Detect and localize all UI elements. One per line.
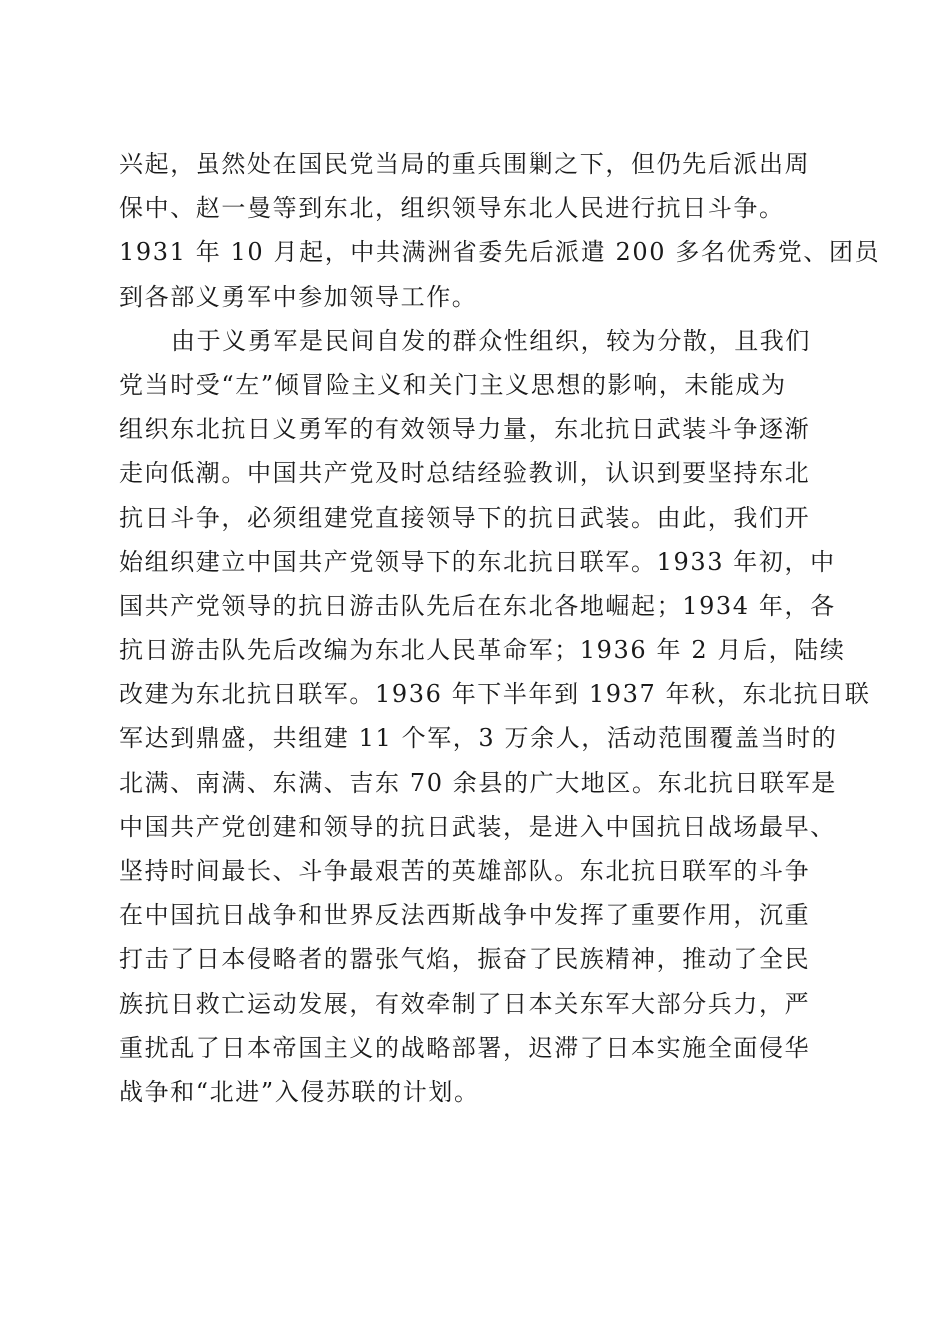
text-line: 在中国抗日战争和世界反法西斯战争中发挥了重要作用，沉重 — [119, 901, 811, 930]
text-line: 保中、赵一曼等到东北，组织领导东北人民进行抗日斗争。 — [119, 194, 785, 223]
text-line: 党当时受“左”倾冒险主义和关门主义思想的影响，未能成为 — [119, 370, 787, 399]
text-line: 军达到鼎盛，共组建 11 个军，3 万余人，活动范围覆盖当时的 — [119, 724, 838, 753]
text-line: 到各部义勇军中参加领导工作。 — [119, 282, 478, 311]
text-line: 坚持时间最长、斗争最艰苦的英雄部队。东北抗日联军的斗争 — [119, 857, 811, 885]
text-line: 重扰乱了日本帝国主义的战略部署，迟滞了日本实施全面侵华 — [119, 1033, 811, 1062]
text-line: 打击了日本侵略者的嚣张气焰，振奋了民族精神，推动了全民 — [119, 945, 811, 974]
text-line: 兴起，虽然处在国民党当局的重兵围剿之下，但仍先后派出周 — [119, 150, 811, 178]
text-line: 抗日斗争，必须组建党直接领导下的抗日武装。由此，我们开 — [119, 503, 811, 532]
paragraph-2 — [119, 319, 871, 1114]
text-line: 族抗日救亡运动发展，有效牵制了日本关东军大部分兵力，严 — [119, 989, 811, 1018]
text-line: 抗日游击队先后改编为东北人民革命军；1936 年 2 月后，陆续 — [119, 636, 846, 665]
text-line: 改建为东北抗日联军。1936 年下半年到 1937 年秋，东北抗日联 — [119, 680, 871, 709]
paragraph-1 — [119, 142, 881, 319]
text-line: 北满、南满、东满、吉东 70 余县的广大地区。东北抗日联军是 — [119, 768, 837, 797]
body-text — [119, 142, 881, 1114]
text-line: 由于义勇军是民间自发的群众性组织，较为分散，且我们 — [171, 326, 811, 355]
text-line: 国共产党领导的抗日游击队先后在东北各地崛起；1934 年，各 — [119, 591, 836, 620]
text-line: 始组织建立中国共产党领导下的东北抗日联军。1933 年初，中 — [119, 547, 836, 576]
text-line: 组织东北抗日义勇军的有效领导力量，东北抗日武装斗争逐渐 — [119, 415, 811, 444]
text-line: 走向低潮。中国共产党及时总结经验教训，认识到要坚持东北 — [119, 459, 811, 488]
text-line: 中国共产党创建和领导的抗日武装，是进入中国抗日战场最早、 — [119, 812, 836, 841]
text-line: 1931 年 10 月起，中共满洲省委先后派遣 200 多名优秀党、团员 — [119, 238, 881, 267]
text-line: 战争和“北进”入侵苏联的计划。 — [119, 1077, 480, 1106]
